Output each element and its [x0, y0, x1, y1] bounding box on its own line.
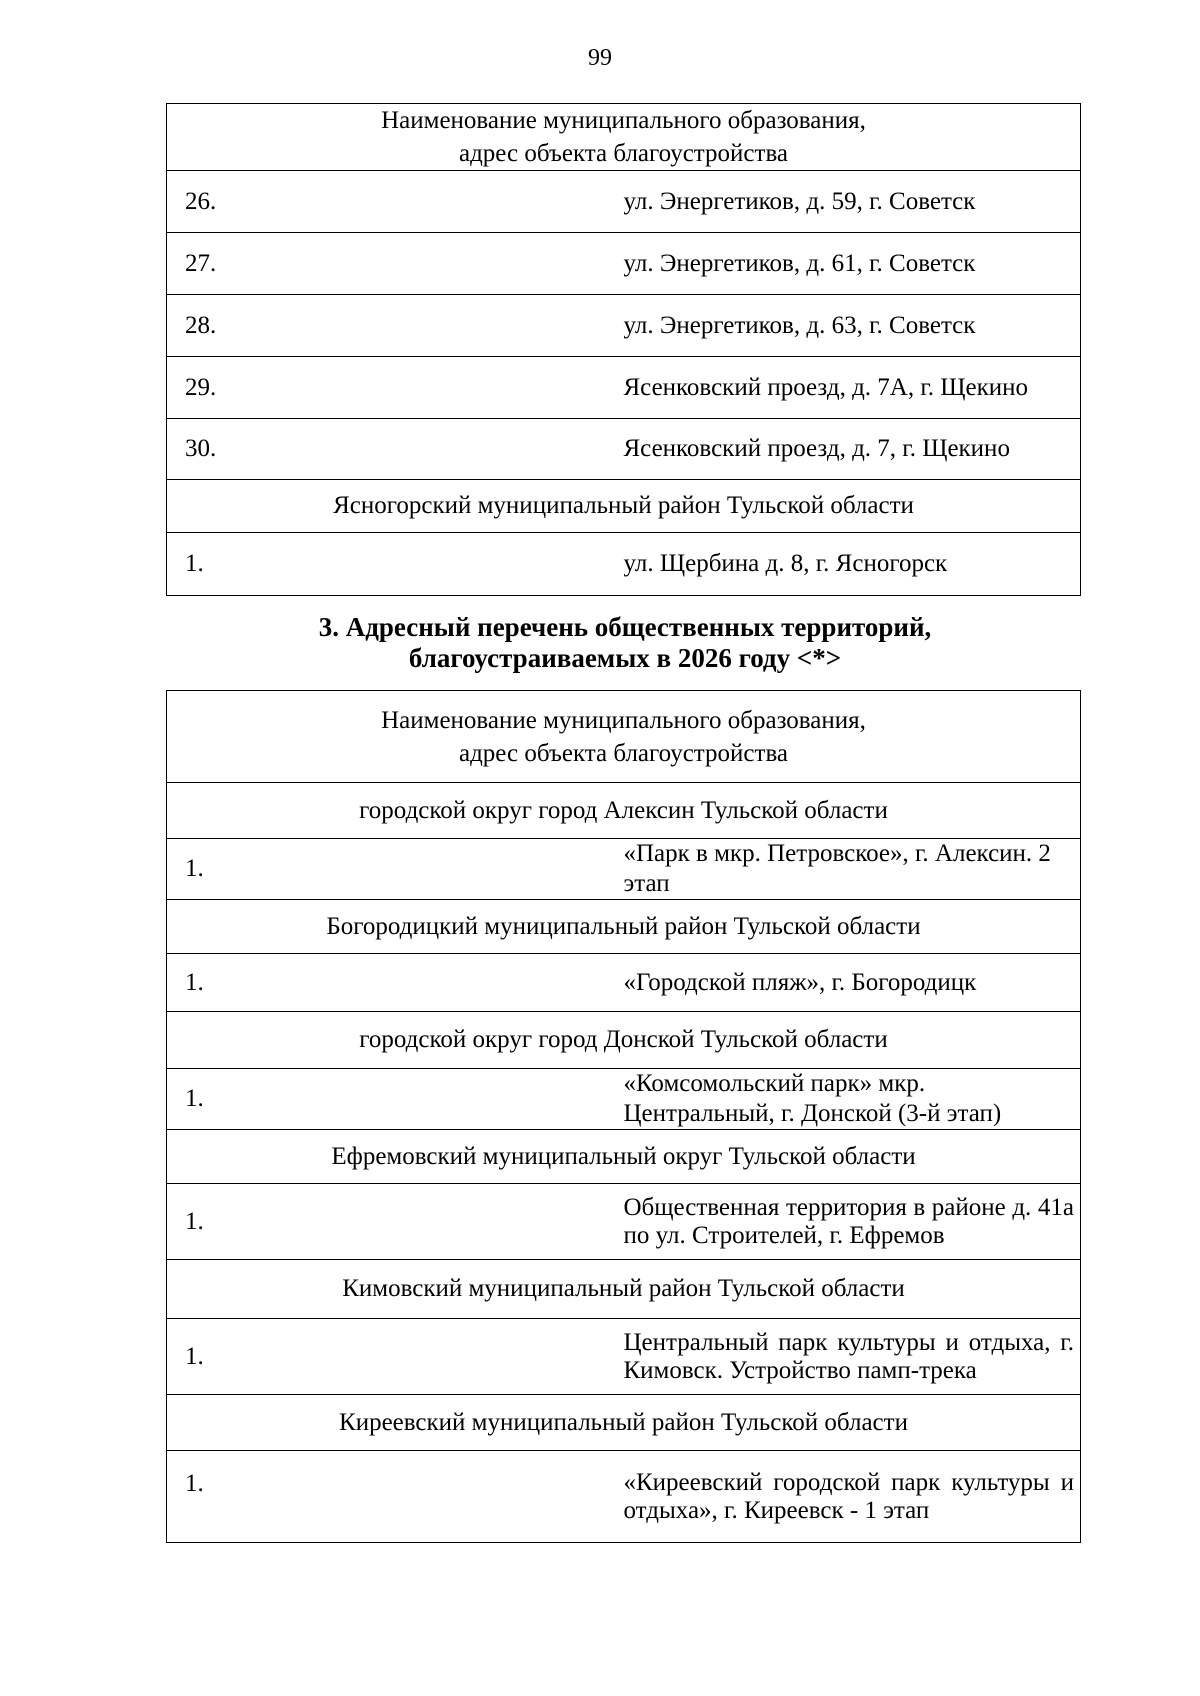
section-title: [0, 612, 1200, 674]
row-address: Центральный парк культуры и отдыха, г. Кимовск. Устройство памп-трека: [624, 1319, 1081, 1395]
row-number: 29.: [167, 357, 624, 419]
table-row: [167, 295, 1081, 357]
row-address: ул. Щербина д. 8, г. Ясногорск: [624, 533, 1081, 596]
row-address: ул. Энергетиков, д. 61, г. Советск: [624, 233, 1081, 295]
group-name: Кимовский муниципальный район Тульской области: [167, 1260, 1081, 1319]
addresses-table-1: [166, 103, 1081, 596]
group-name: Киреевский муниципальный район Тульской области: [167, 1395, 1081, 1451]
table-row: [167, 1451, 1081, 1543]
addresses-table-2: [166, 690, 1081, 1543]
group-row: [167, 783, 1081, 839]
row-address: Ясенковский проезд, д. 7А, г. Щекино: [624, 357, 1081, 419]
table-header-row: [167, 691, 1081, 783]
group-row: [167, 1395, 1081, 1451]
row-address: «Парк в мкр. Петровское», г. Алексин. 2 этап: [624, 839, 1081, 900]
group-name: Ясногорский муниципальный район Тульской области: [167, 480, 1081, 533]
table-row: [167, 839, 1081, 900]
table-row: [167, 233, 1081, 295]
row-address: ул. Энергетиков, д. 63, г. Советск: [624, 295, 1081, 357]
group-row: [167, 1260, 1081, 1319]
group-row: [167, 1012, 1081, 1069]
table-header: [167, 691, 1081, 783]
row-number: 1.: [167, 1451, 624, 1543]
row-address: ул. Энергетиков, д. 59, г. Советск: [624, 171, 1081, 233]
row-number: 1.: [167, 954, 624, 1012]
row-number: 28.: [167, 295, 624, 357]
row-number: 27.: [167, 233, 624, 295]
header-line-1: Наименование муниципального образования,: [381, 706, 866, 734]
table-row: [167, 1184, 1081, 1260]
row-number: 1.: [167, 839, 624, 900]
row-address: Общественная территория в районе д. 41а по ул. Строителей, г. Ефремов: [624, 1184, 1081, 1260]
group-name: Ефремовский муниципальный округ Тульской области: [167, 1130, 1081, 1184]
section-title-line-2: благоустраиваемых в 2026 году <*>: [408, 643, 842, 673]
table-row: [167, 1069, 1081, 1130]
group-name: городской округ город Донской Тульской области: [167, 1012, 1081, 1069]
row-number: 1.: [167, 533, 624, 596]
table-row: [167, 357, 1081, 419]
row-number: 1.: [167, 1319, 624, 1395]
header-line-1: Наименование муниципального образования,: [381, 107, 866, 134]
row-number: 30.: [167, 419, 624, 480]
row-number: 1.: [167, 1069, 624, 1130]
table-row: [167, 171, 1081, 233]
header-line-2: адрес объекта благоустройства: [458, 739, 789, 767]
table-row: [167, 419, 1081, 480]
section-title-line-1: 3. Адресный перечень общественных территорий,: [318, 612, 932, 642]
table-row: [167, 533, 1081, 596]
row-address: «Городской пляж», г. Богородицк: [624, 954, 1081, 1012]
row-number: 26.: [167, 171, 624, 233]
page-number: 99: [588, 45, 612, 71]
row-address: «Комсомольский парк» мкр. Центральный, г. Донской (3-й этап): [624, 1069, 1081, 1130]
group-row: [167, 480, 1081, 533]
group-name: Богородицкий муниципальный район Тульской области: [167, 900, 1081, 954]
table-header-row: [167, 104, 1081, 171]
table-row: [167, 1319, 1081, 1395]
table-row: [167, 954, 1081, 1012]
row-address: Ясенковский проезд, д. 7, г. Щекино: [624, 419, 1081, 480]
row-address: «Киреевский городской парк культуры и отдыха», г. Киреевск - 1 этап: [624, 1451, 1081, 1543]
group-name: городской округ город Алексин Тульской области: [167, 783, 1081, 839]
group-row: [167, 900, 1081, 954]
table-header: [167, 104, 1081, 171]
header-line-2: адрес объекта благоустройства: [458, 140, 789, 167]
row-number: 1.: [167, 1184, 624, 1260]
group-row: [167, 1130, 1081, 1184]
